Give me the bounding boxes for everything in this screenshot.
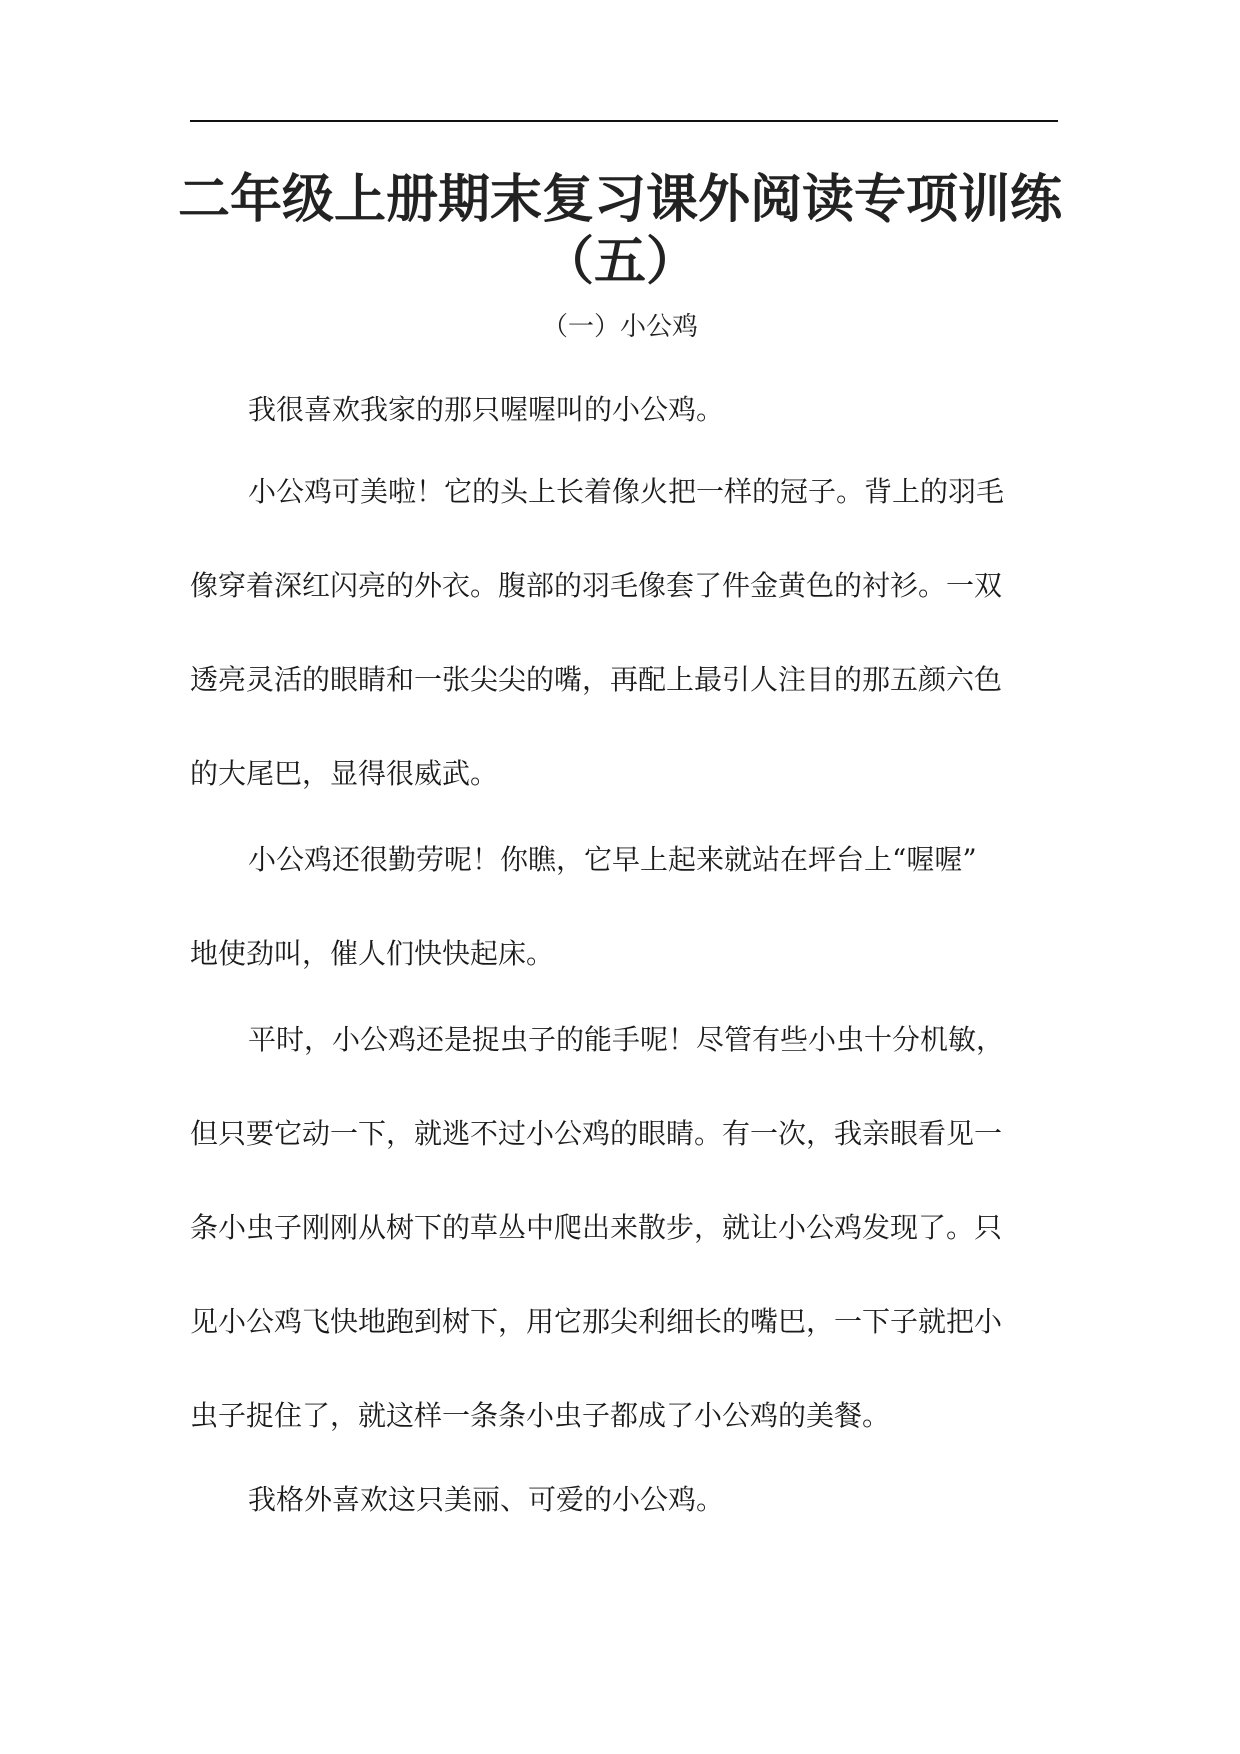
text-line-9: 但只要它动一下，就逃不过小公鸡的眼睛。有一次，我亲眼看见一 <box>190 1117 1003 1150</box>
page-title-line-2: （五） <box>541 232 698 292</box>
text-line-12: 虫子捉住了，就这样一条条小虫子都成了小公鸡的美餐。 <box>190 1399 891 1432</box>
text-line-6: 小公鸡还很勤劳呢！你瞧，它早上起来就站在坪台上“喔喔” <box>248 843 977 876</box>
text-line-5: 的大尾巴，显得很威武。 <box>190 757 499 790</box>
text-line-4: 透亮灵活的眼睛和一张尖尖的嘴，再配上最引人注目的那五颜六色 <box>190 663 1003 696</box>
text-line-13: 我格外喜欢这只美丽、可爱的小公鸡。 <box>248 1483 725 1516</box>
text-line-8: 平时，小公鸡还是捉虫子的能手呢！尽管有些小虫十分机敏， <box>248 1023 1005 1056</box>
text-line-7: 地使劲叫，催人们快快起床。 <box>190 937 555 970</box>
text-line-1: 我很喜欢我家的那只喔喔叫的小公鸡。 <box>248 393 725 426</box>
text-line-3: 像穿着深红闪亮的外衣。腹部的羽毛像套了件金黄色的衬衫。一双 <box>190 569 1003 602</box>
text-line-11: 见小公鸡飞快地跑到树下，用它那尖利细长的嘴巴，一下子就把小 <box>190 1305 1003 1338</box>
page-title-line-1: 二年级上册期末复习课外阅读专项训练 <box>177 170 1062 230</box>
text-line-10: 条小虫子刚刚从树下的草丛中爬出来散步，就让小公鸡发现了。只 <box>190 1211 1003 1244</box>
text-line-2: 小公鸡可美啦！它的头上长着像火把一样的冠子。背上的羽毛 <box>248 475 1005 508</box>
header-rule <box>190 120 1058 122</box>
section-title: （一）小公鸡 <box>541 312 698 342</box>
